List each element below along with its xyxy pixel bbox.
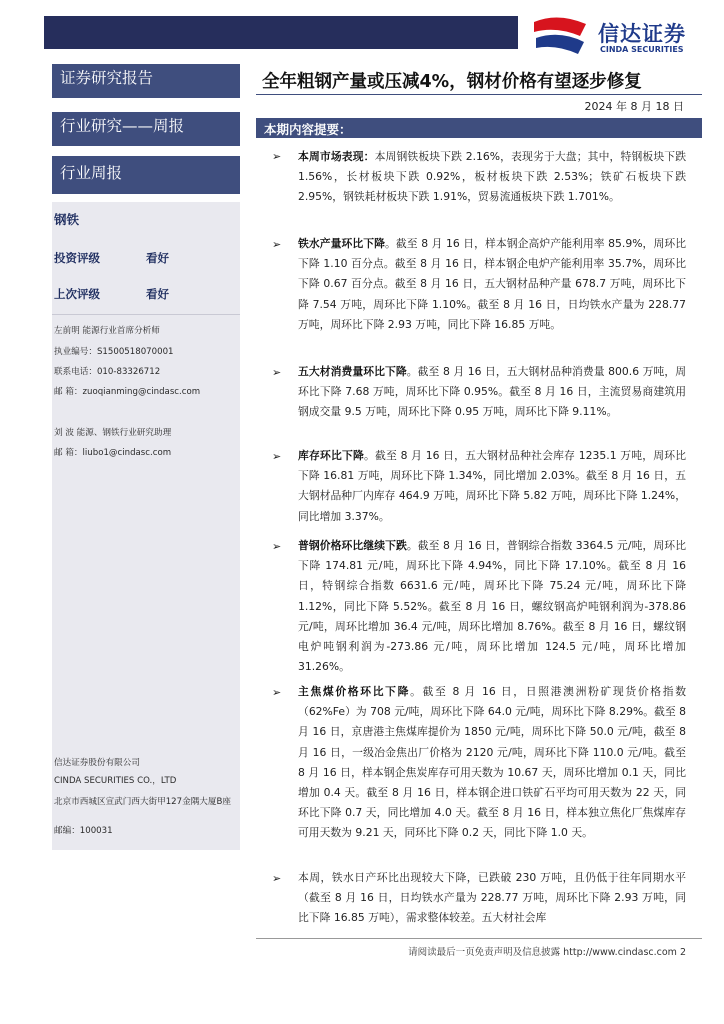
summary-item: 本周市场表现：本周钢铁板块下跌 2.16%，表现劣于大盘；其中，特钢板块下跌 1.56%，长材板块下跌 0.92%，板材板块下跌 2.53%；铁矿石板块下跌 2.95%，钢铁耗材板块下跌 1.91%，贸易流通板块下跌 1.701%。 <box>298 150 686 204</box>
arrow-bullet-icon: ➢ <box>272 450 282 463</box>
analyst-email[interactable]: 邮 箱：zuoqianming@cindasc.com <box>54 387 201 397</box>
footer-disclaimer[interactable]: 请阅读最后一页免责声明及信息披露 http://www.cindasc.com 2 <box>408 947 686 958</box>
company-postcode: 邮编：100031 <box>54 826 113 836</box>
arrow-bullet-icon: ➢ <box>272 686 282 699</box>
arrow-bullet-icon: ➢ <box>272 366 282 379</box>
arrow-bullet-icon: ➢ <box>272 150 282 163</box>
section-header <box>256 118 702 138</box>
assistant-email[interactable]: 邮 箱：liubo1@cindasc.com <box>54 448 172 458</box>
rating-value: 看好 <box>146 251 169 265</box>
logo-name-cn: 信达证券 <box>598 22 686 46</box>
footer-rule <box>256 938 702 939</box>
summary-item: 普钢价格环比继续下跌。截至 8 月 16 日，普钢综合指数 3364.5 元/吨，周环比下降 174.81 元/吨，周环比下降 4.94%，同比下降 17.10%。截至 8 月 16 日，特钢综合指数 6631.6 元/吨，周环比下降 75.24 元/吨，周环比下降 1.12%，同比下降 5.52%。截至 8 月 16 日，螺纹钢高炉吨钢利润为-378.86 元/吨，周环比增加 36.4 元/吨，周环比增加 8.76%。截至 8 月 16 日，螺纹钢电炉吨钢利润为-273.86 元/吨，周环比增加 124.5 元/吨，周环比增加 31.26%。 <box>298 539 686 674</box>
title-rule <box>256 94 702 95</box>
arrow-bullet-icon: ➢ <box>272 540 282 553</box>
report-type-label: 证券研究报告 <box>52 64 240 98</box>
summary-item: 五大材消费量环比下降。截至 8 月 16 日，五大钢材品种消费量 800.6 万吨，周环比下降 7.68 万吨，周环比下降 0.95%。截至 8 月 16 日，主流贸易商建筑用钢成交量 9.5 万吨，周环比下降 0.95 万吨，周环比下降 9.11%。 <box>298 365 687 419</box>
prev-rating-label: 上次评级 <box>54 287 100 301</box>
assistant-name: 刘 波 能源、钢铁行业研究助理 <box>54 428 172 438</box>
summary-item: 库存环比下降。截至 8 月 16 日，五大钢材品种社会库存 1235.1 万吨，周环比下降 16.81 万吨，周环比下降 1.34%，同比增加 2.03%。截至 8 月 16 日，五大钢材品种厂内库存 464.9 万吨，周环比下降 5.82 万吨，周环比下降 1.24%，同比增加 3.37%。 <box>298 449 686 523</box>
summary-item: 铁水产量环比下降。截至 8 月 16 日，样本钢企高炉产能利用率 85.9%，周环比下降 1.10 百分点。截至 8 月 16 日，样本钢企电炉产能利用率 35.7%，周环比下降 0.67 百分点。截至 8 月 16 日，五大钢材品种产量 678.7 万吨，周环比下降 7.54 万吨，周环比下降 1.10%。截至 8 月 16 日，日均铁水产量为 228.77 万吨，周环比下降 2.93 万吨，同比下降 16.85 万吨。 <box>298 237 686 331</box>
report-date: 2024 年 8 月 18 日 <box>584 100 684 113</box>
arrow-bullet-icon: ➢ <box>272 872 282 885</box>
company-name-en: CINDA SECURITIES CO.，LTD <box>54 776 177 786</box>
page-title: 全年粗钢产量或压减4%，钢材价格有望逐步修复 <box>262 72 642 92</box>
logo-name-en: CINDA SECURITIES <box>600 45 684 54</box>
analyst-cert: 执业编号：S1500518070001 <box>54 347 174 357</box>
arrow-bullet-icon: ➢ <box>272 238 282 251</box>
rating-label: 投资评级 <box>54 251 100 265</box>
company-name-cn: 信达证券股份有限公司 <box>54 758 140 768</box>
prev-rating-value: 看好 <box>146 287 169 301</box>
section-label: 本期内容提要： <box>264 122 352 137</box>
summary-item: 本周，铁水日产环比出现较大下降，已跌破 230 万吨，且仍低于往年同期水平（截至 8 月 16 日，日均铁水产量为 228.77 万吨，周环比下降 2.93 万吨，同比下降 16.85 万吨），需求整体较差。五大材社会库 <box>298 871 686 925</box>
header-band <box>44 16 518 49</box>
analyst-phone: 联系电话：010-83326712 <box>54 367 161 377</box>
industry-label: 钢铁 <box>54 212 80 227</box>
sidebar-divider <box>52 314 240 315</box>
analyst-name: 左前明 能源行业首席分析师 <box>54 326 160 336</box>
summary-item: 主焦煤价格环比下降。截至 8 月 16 日，日照港澳洲粉矿现货价格指数（62%Fe）为 708 元/吨，周环比下降 64.0 元/吨，周环比下降 8.29%。截至 8 月 16 日，京唐港主焦煤库提价为 1850 元/吨，周环比下降 50.0 元/吨，截至 8 月 16 日，一级冶金焦出厂价格为 2120 元/吨，周环比下降 110.0 元/吨。截至 8 月 16 日，样本钢企焦炭库存可用天数为 10.67 天，周环比增加 0.1 天，同比增加 0.4 天。截至 8 月 16 日，样本钢企进口铁矿石平均可用天数为 22 天，同环比下降 0.7 天，同比增加 4.0 天。截至 8 月 16 日，样本独立焦化厂焦煤库存可用天数为 9.21 天，同环比下降 0.2 天，同比下降 1.0 天。 <box>298 685 686 840</box>
report-subcategory-label: 行业周报 <box>52 156 240 194</box>
report-category-label: 行业研究——周报 <box>52 112 240 146</box>
company-address: 北京市西城区宣武门西大街甲127金隅大厦B座 <box>54 797 231 807</box>
